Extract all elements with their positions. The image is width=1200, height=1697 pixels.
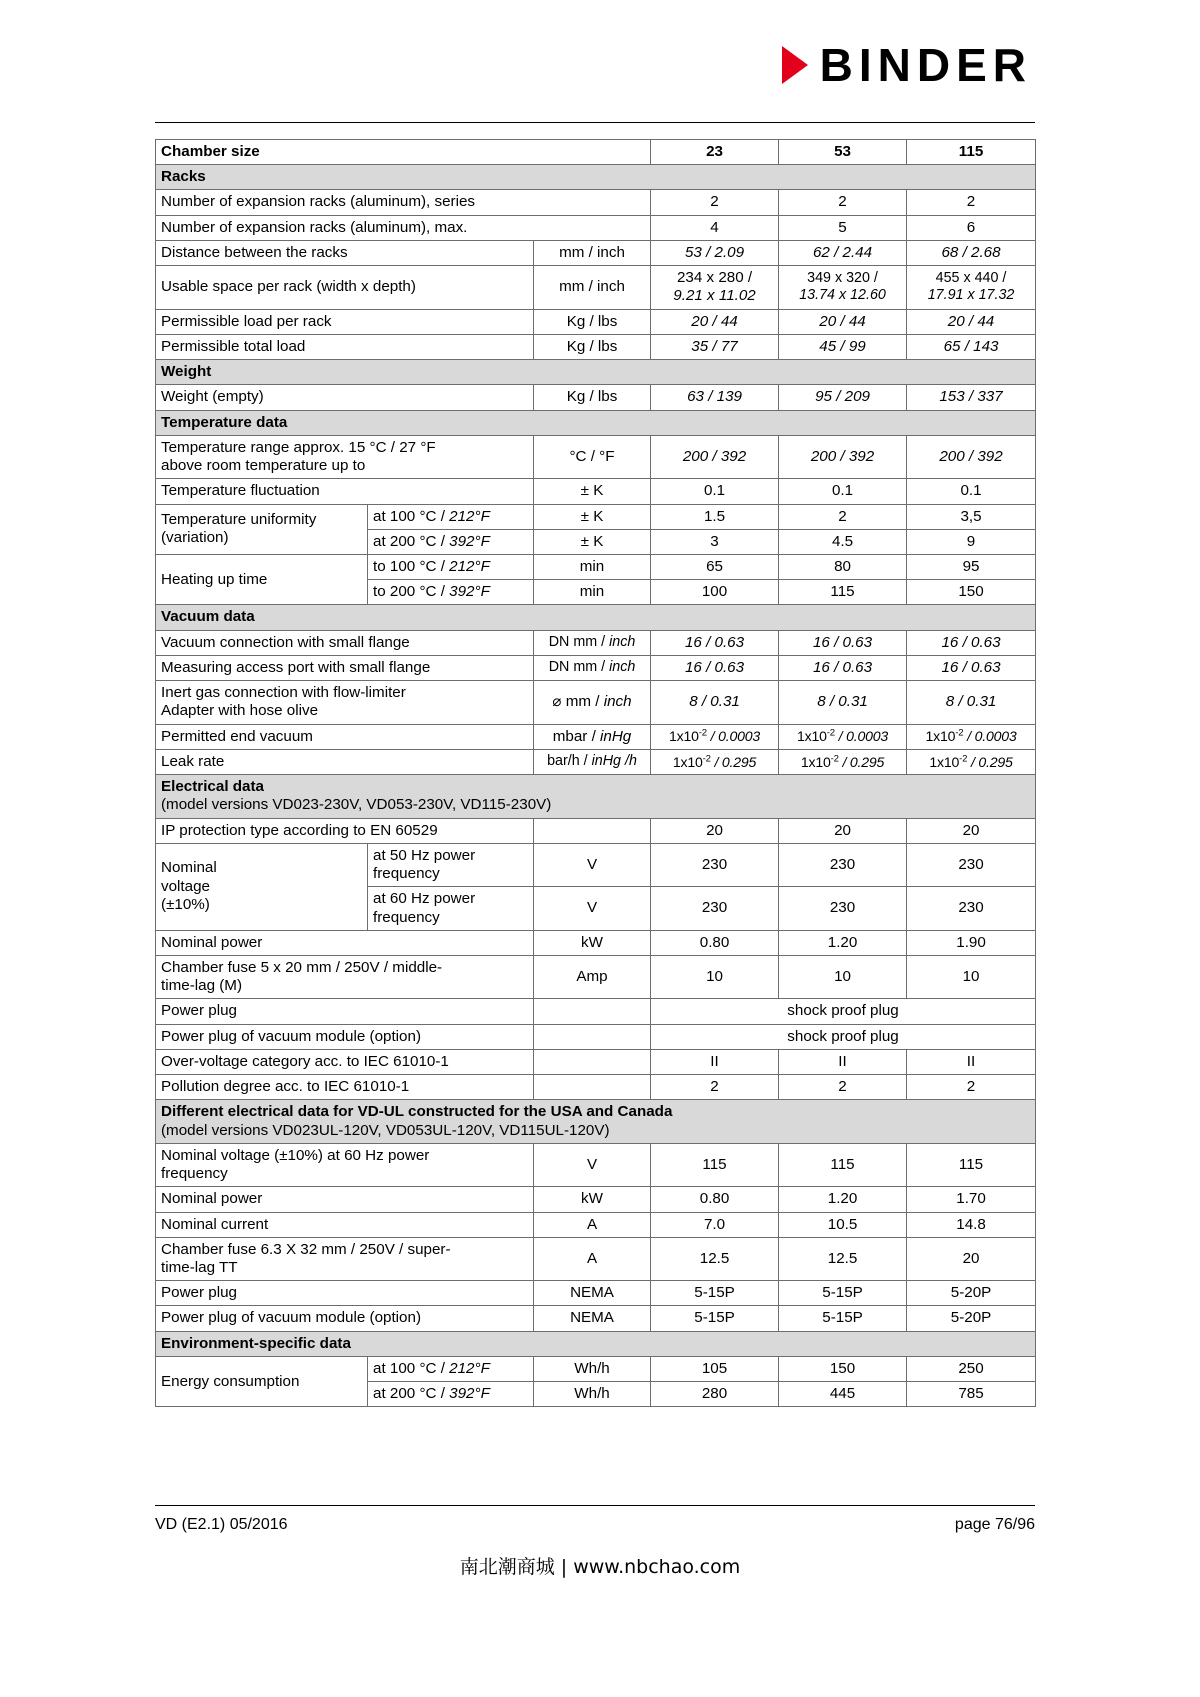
row-value-115: 20 / 44: [907, 309, 1036, 334]
row-sublabel: at 200 °C / 392°F: [368, 1382, 534, 1407]
footer-divider: [155, 1505, 1035, 1506]
row-value-115: 3,5: [907, 504, 1036, 529]
table-row: [156, 1306, 1036, 1331]
table-row: [156, 1356, 1036, 1381]
row-value-115: 455 x 440 / 17.91 x 17.32: [907, 266, 1036, 309]
row-value-115: 230: [907, 843, 1036, 886]
row-value-53: 349 x 320 / 13.74 x 12.60: [779, 266, 907, 309]
row-value-115: 8 / 0.31: [907, 681, 1036, 724]
table-row: [156, 1049, 1036, 1074]
row-value-115: 5-20P: [907, 1306, 1036, 1331]
header-divider: [155, 122, 1035, 123]
row-value-23: 7.0: [651, 1212, 779, 1237]
row-value-23: 63 / 139: [651, 385, 779, 410]
row-label: Leak rate: [156, 749, 534, 774]
section-header-electrical: [156, 775, 1036, 818]
row-label: Pollution degree acc. to IEC 61010-1: [156, 1075, 534, 1100]
row-value-115: 150: [907, 580, 1036, 605]
row-value-23: 115: [651, 1143, 779, 1186]
row-unit: Kg / lbs: [534, 385, 651, 410]
row-label: Distance between the racks: [156, 240, 534, 265]
row-unit: min: [534, 554, 651, 579]
row-value-53: 1.20: [779, 930, 907, 955]
row-value-53: 230: [779, 843, 907, 886]
page-header: [0, 22, 1200, 94]
table-row: [156, 1281, 1036, 1306]
row-value-53: 2: [779, 1075, 907, 1100]
row-value-53: 20: [779, 818, 907, 843]
row-unit: NEMA: [534, 1281, 651, 1306]
row-value-115: 9: [907, 529, 1036, 554]
table-row: [156, 385, 1036, 410]
row-label: Measuring access port with small flange: [156, 655, 534, 680]
row-value-23: 2: [651, 190, 779, 215]
row-sublabel: to 100 °C / 212°F: [368, 554, 534, 579]
row-value-115: 16 / 0.63: [907, 630, 1036, 655]
row-value-23: 234 x 280 / 9.21 x 11.02: [651, 266, 779, 309]
row-label: Nominal power: [156, 1187, 534, 1212]
binder-logo: [782, 39, 1032, 91]
row-unit: [534, 999, 651, 1024]
row-value-53: 5: [779, 215, 907, 240]
row-value-115: 16 / 0.63: [907, 655, 1036, 680]
row-unit: V: [534, 843, 651, 886]
section-title: Weight: [156, 360, 1036, 385]
row-label: Number of expansion racks (aluminum), max.: [156, 215, 651, 240]
row-value-53: 5-15P: [779, 1306, 907, 1331]
row-value-23: II: [651, 1049, 779, 1074]
row-unit: Wh/h: [534, 1382, 651, 1407]
row-unit: bar/h / inHg /h: [534, 749, 651, 774]
table-row: [156, 749, 1036, 774]
row-label: Permitted end vacuum: [156, 724, 534, 749]
row-value-53: 2: [779, 504, 907, 529]
row-value-23: 200 / 392: [651, 435, 779, 478]
header-size-23: 23: [651, 140, 779, 165]
row-value-23: 8 / 0.31: [651, 681, 779, 724]
row-value-23: 280: [651, 1382, 779, 1407]
row-value-53: 200 / 392: [779, 435, 907, 478]
row-label: Heating up time: [156, 554, 368, 604]
row-value-23: $1x10^{-2} / 0.295$: [651, 749, 779, 774]
row-label: Weight (empty): [156, 385, 534, 410]
row-label: Chamber fuse 6.3 X 32 mm / 250V / super- time-lag TT: [156, 1237, 534, 1280]
row-label: Temperature fluctuation: [156, 479, 534, 504]
table-row: [156, 1212, 1036, 1237]
row-label: Power plug: [156, 1281, 534, 1306]
row-unit: ± K: [534, 479, 651, 504]
row-unit: ± K: [534, 504, 651, 529]
row-value-23: 20: [651, 818, 779, 843]
row-value-115: 20: [907, 818, 1036, 843]
row-unit: Kg / lbs: [534, 309, 651, 334]
table-row: [156, 504, 1036, 529]
row-value-115: 95: [907, 554, 1036, 579]
table-row: [156, 955, 1036, 998]
row-value-23: 230: [651, 887, 779, 930]
row-value-23: 230: [651, 843, 779, 886]
row-value-53: 0.1: [779, 479, 907, 504]
row-value-53: 80: [779, 554, 907, 579]
row-value-53: 45 / 99: [779, 334, 907, 359]
row-label: Power plug of vacuum module (option): [156, 1024, 534, 1049]
row-label: Number of expansion racks (aluminum), series: [156, 190, 651, 215]
row-sublabel: at 200 °C / 392°F: [368, 529, 534, 554]
row-label: Nominal voltage (±10%): [156, 843, 368, 930]
row-label: Temperature uniformity (variation): [156, 504, 368, 554]
table-row: [156, 843, 1036, 886]
row-value-23: 12.5: [651, 1237, 779, 1280]
row-value-53: 445: [779, 1382, 907, 1407]
row-unit: [534, 1024, 651, 1049]
row-label: Usable space per rack (width x depth): [156, 266, 534, 309]
section-header-weight: [156, 360, 1036, 385]
watermark-text: 南北潮商城 | www.nbchao.com: [459, 1556, 741, 1578]
row-unit: A: [534, 1237, 651, 1280]
row-value-23: 5-15P: [651, 1306, 779, 1331]
document-version: VD (E2.1) 05/2016: [155, 1516, 288, 1533]
row-value-23: 1.5: [651, 504, 779, 529]
row-value-23: 2: [651, 1075, 779, 1100]
row-value-115: 2: [907, 190, 1036, 215]
row-value-115: 14.8: [907, 1212, 1036, 1237]
section-title: Vacuum data: [156, 605, 1036, 630]
row-value-53: 115: [779, 1143, 907, 1186]
row-value-23: 100: [651, 580, 779, 605]
row-value-23: 16 / 0.63: [651, 630, 779, 655]
section-header-vacuum: [156, 605, 1036, 630]
row-value-23: 16 / 0.63: [651, 655, 779, 680]
brand-name: BINDER: [819, 39, 1032, 91]
row-unit: °C / °F: [534, 435, 651, 478]
table-row: [156, 930, 1036, 955]
table-row: [156, 630, 1036, 655]
row-value-53: 10: [779, 955, 907, 998]
row-value-115: 5-20P: [907, 1281, 1036, 1306]
page-footer: [155, 1516, 1035, 1534]
row-unit: ± K: [534, 529, 651, 554]
row-value-span: shock proof plug: [651, 1024, 1036, 1049]
row-value-115: 230: [907, 887, 1036, 930]
row-label: IP protection type according to EN 60529: [156, 818, 534, 843]
header-label: Chamber size: [156, 140, 651, 165]
row-value-115: 65 / 143: [907, 334, 1036, 359]
specification-table-wrapper: [155, 139, 1035, 1407]
row-value-53: 20 / 44: [779, 309, 907, 334]
row-value-23: 10: [651, 955, 779, 998]
row-label: Power plug: [156, 999, 534, 1024]
row-sublabel: at 60 Hz power frequency: [368, 887, 534, 930]
row-unit: V: [534, 1143, 651, 1186]
row-value-23: 4: [651, 215, 779, 240]
row-unit: mm / inch: [534, 266, 651, 309]
row-unit: Wh/h: [534, 1356, 651, 1381]
row-label: Permissible load per rack: [156, 309, 534, 334]
row-value-23: 5-15P: [651, 1281, 779, 1306]
table-row: [156, 681, 1036, 724]
table-row: [156, 1187, 1036, 1212]
row-unit: [534, 818, 651, 843]
row-unit: kW: [534, 1187, 651, 1212]
row-sublabel: at 50 Hz power frequency: [368, 843, 534, 886]
row-sublabel: at 100 °C / 212°F: [368, 504, 534, 529]
row-value-115: 68 / 2.68: [907, 240, 1036, 265]
table-row: [156, 334, 1036, 359]
triangle-icon: [782, 46, 808, 84]
section-title: Racks: [156, 165, 1036, 190]
row-sublabel: to 200 °C / 392°F: [368, 580, 534, 605]
row-value-23: 65: [651, 554, 779, 579]
row-value-115: 200 / 392: [907, 435, 1036, 478]
row-value-23: 20 / 44: [651, 309, 779, 334]
section-title: Temperature data: [156, 410, 1036, 435]
row-value-53: 10.5: [779, 1212, 907, 1237]
row-value-53: 115: [779, 580, 907, 605]
row-value-23: 105: [651, 1356, 779, 1381]
row-unit: DN mm / inch: [534, 630, 651, 655]
row-value-115: 2: [907, 1075, 1036, 1100]
row-unit: A: [534, 1212, 651, 1237]
row-value-23: 3: [651, 529, 779, 554]
row-value-53: 4.5: [779, 529, 907, 554]
row-unit: kW: [534, 930, 651, 955]
row-unit: Kg / lbs: [534, 334, 651, 359]
row-value-115: $1x10^{-2} / 0.0003$: [907, 724, 1036, 749]
row-value-23: $1x10^{-2} / 0.0003$: [651, 724, 779, 749]
table-row: [156, 190, 1036, 215]
row-value-115: 0.1: [907, 479, 1036, 504]
row-value-115: $1x10^{-2} / 0.295$: [907, 749, 1036, 774]
row-value-53: 16 / 0.63: [779, 630, 907, 655]
table-row: [156, 215, 1036, 240]
table-row: [156, 724, 1036, 749]
row-value-115: 6: [907, 215, 1036, 240]
table-row: [156, 435, 1036, 478]
row-value-115: 10: [907, 955, 1036, 998]
table-row: [156, 999, 1036, 1024]
row-value-115: II: [907, 1049, 1036, 1074]
row-value-23: 53 / 2.09: [651, 240, 779, 265]
row-label: Permissible total load: [156, 334, 534, 359]
table-row: [156, 1143, 1036, 1186]
row-value-53: $1x10^{-2} / 0.295$: [779, 749, 907, 774]
table-row: [156, 479, 1036, 504]
table-header-row: [156, 140, 1036, 165]
row-value-53: 150: [779, 1356, 907, 1381]
row-value-23: 0.1: [651, 479, 779, 504]
row-label: Chamber fuse 5 x 20 mm / 250V / middle- time-lag (M): [156, 955, 534, 998]
row-value-115: 153 / 337: [907, 385, 1036, 410]
row-unit: [534, 1049, 651, 1074]
section-header-racks: [156, 165, 1036, 190]
row-value-53: $1x10^{-2} / 0.0003$: [779, 724, 907, 749]
row-unit: DN mm / inch: [534, 655, 651, 680]
section-title: Different electrical data for VD-UL constructed for the USA and Canada (model versions VD023UL-120V, VD053UL-120V, VD115UL-120V): [156, 1100, 1036, 1143]
section-title: Electrical data (model versions VD023-230V, VD053-230V, VD115-230V): [156, 775, 1036, 818]
row-value-53: 8 / 0.31: [779, 681, 907, 724]
row-value-115: 20: [907, 1237, 1036, 1280]
row-value-53: 16 / 0.63: [779, 655, 907, 680]
row-label: Nominal current: [156, 1212, 534, 1237]
table-row: [156, 1237, 1036, 1280]
row-label: Inert gas connection with flow-limiter Adapter with hose olive: [156, 681, 534, 724]
specification-table: [155, 139, 1036, 1407]
row-unit: ⌀ mm / inch: [534, 681, 651, 724]
section-header-environment: [156, 1331, 1036, 1356]
row-unit: Amp: [534, 955, 651, 998]
row-unit: mbar / inHg: [534, 724, 651, 749]
row-value-23: 0.80: [651, 1187, 779, 1212]
table-row: [156, 655, 1036, 680]
row-label: Nominal power: [156, 930, 534, 955]
row-label: Vacuum connection with small flange: [156, 630, 534, 655]
row-label: Nominal voltage (±10%) at 60 Hz power frequency: [156, 1143, 534, 1186]
row-label: Energy consumption: [156, 1356, 368, 1406]
row-unit: min: [534, 580, 651, 605]
table-row: [156, 818, 1036, 843]
row-value-115: 115: [907, 1143, 1036, 1186]
row-unit: V: [534, 887, 651, 930]
table-row: [156, 1024, 1036, 1049]
header-size-53: 53: [779, 140, 907, 165]
row-value-115: 1.70: [907, 1187, 1036, 1212]
row-value-53: 12.5: [779, 1237, 907, 1280]
row-value-53: 2: [779, 190, 907, 215]
row-unit: [534, 1075, 651, 1100]
row-label: Temperature range approx. 15 °C / 27 °F above room temperature up to: [156, 435, 534, 478]
table-row: [156, 309, 1036, 334]
header-size-115: 115: [907, 140, 1036, 165]
row-value-115: 1.90: [907, 930, 1036, 955]
row-value-53: II: [779, 1049, 907, 1074]
section-header-vd-ul: [156, 1100, 1036, 1143]
row-value-span: shock proof plug: [651, 999, 1036, 1024]
row-sublabel: at 100 °C / 212°F: [368, 1356, 534, 1381]
row-value-23: 0.80: [651, 930, 779, 955]
row-label: Power plug of vacuum module (option): [156, 1306, 534, 1331]
table-row: [156, 1075, 1036, 1100]
row-value-115: 785: [907, 1382, 1036, 1407]
row-value-53: 5-15P: [779, 1281, 907, 1306]
row-value-53: 62 / 2.44: [779, 240, 907, 265]
table-row: [156, 266, 1036, 309]
section-title: Environment-specific data: [156, 1331, 1036, 1356]
section-header-temperature: [156, 410, 1036, 435]
page-number: page 76/96: [954, 1516, 1035, 1533]
row-value-53: 1.20: [779, 1187, 907, 1212]
row-unit: NEMA: [534, 1306, 651, 1331]
row-value-53: 230: [779, 887, 907, 930]
table-row: [156, 554, 1036, 579]
row-unit: mm / inch: [534, 240, 651, 265]
row-label: Over-voltage category acc. to IEC 61010-1: [156, 1049, 534, 1074]
row-value-53: 95 / 209: [779, 385, 907, 410]
row-value-115: 250: [907, 1356, 1036, 1381]
row-value-23: 35 / 77: [651, 334, 779, 359]
table-row: [156, 240, 1036, 265]
